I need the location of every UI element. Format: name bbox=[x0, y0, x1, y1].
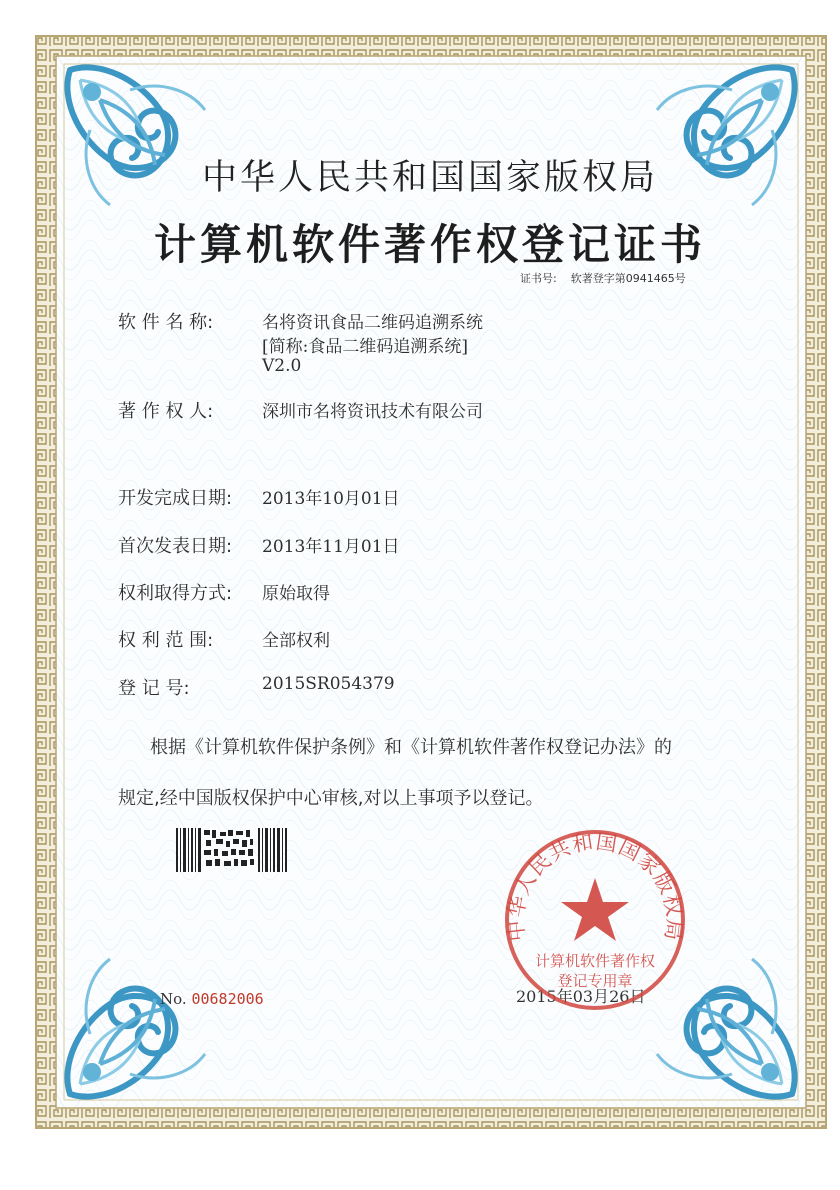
copyright-owner-value: 深圳市名将资讯技术有限公司 bbox=[262, 402, 483, 422]
statement-line-1: 根据《计算机软件保护条例》和《计算机软件著作权登记办法》的 bbox=[150, 737, 672, 758]
software-name-value: 名将资讯食品二维码追溯系统 bbox=[262, 313, 483, 333]
certificate-title: 计算机软件著作权登记证书 bbox=[153, 220, 706, 269]
serial-prefix: No. bbox=[160, 990, 187, 1008]
barcode bbox=[176, 828, 290, 872]
acquisition-value: 原始取得 bbox=[262, 584, 330, 604]
completion-date-value: 2013年10月01日 bbox=[262, 489, 400, 509]
publish-date-value: 2013年11月01日 bbox=[262, 537, 400, 557]
acquisition-label: 权利取得方式: bbox=[118, 583, 233, 604]
publish-date-label: 首次发表日期: bbox=[118, 536, 233, 557]
serial-number bbox=[160, 990, 264, 1008]
serial-value: 00682006 bbox=[191, 990, 264, 1008]
registration-number-label: 登 记 号: bbox=[118, 678, 190, 699]
statement-line-2: 规定,经中国版权保护中心审核,对以上事项予以登记。 bbox=[118, 788, 544, 809]
registration-number-value: 2015SR054379 bbox=[262, 674, 395, 694]
seal-star-icon bbox=[561, 878, 629, 941]
copyright-owner-label: 著 作 权 人: bbox=[118, 401, 214, 422]
software-name-label: 软 件 名 称: bbox=[118, 312, 214, 333]
scope-value: 全部权利 bbox=[262, 631, 330, 651]
software-short-name: [简称:食品二维码追溯系统] bbox=[262, 337, 468, 357]
official-seal bbox=[495, 820, 695, 1020]
seal-inner-line-1: 计算机软件著作权 bbox=[534, 952, 656, 970]
certificate-number bbox=[520, 270, 686, 286]
issuer-heading: 中华人民共和国国家版权局 bbox=[201, 158, 658, 198]
certificate-number-value: 软著登字第0941465号 bbox=[570, 272, 686, 285]
seal-inner-line-2: 登记专用章 bbox=[557, 972, 633, 990]
scope-label: 权 利 范 围: bbox=[118, 630, 214, 651]
seal-outer-text: 中华人民共和国国家版权局 bbox=[503, 829, 687, 943]
issue-date: 2015年03月26日 bbox=[516, 987, 646, 1006]
software-version: V2.0 bbox=[262, 356, 302, 376]
certificate-number-label: 证书号: bbox=[520, 272, 557, 285]
completion-date-label: 开发完成日期: bbox=[118, 488, 233, 509]
